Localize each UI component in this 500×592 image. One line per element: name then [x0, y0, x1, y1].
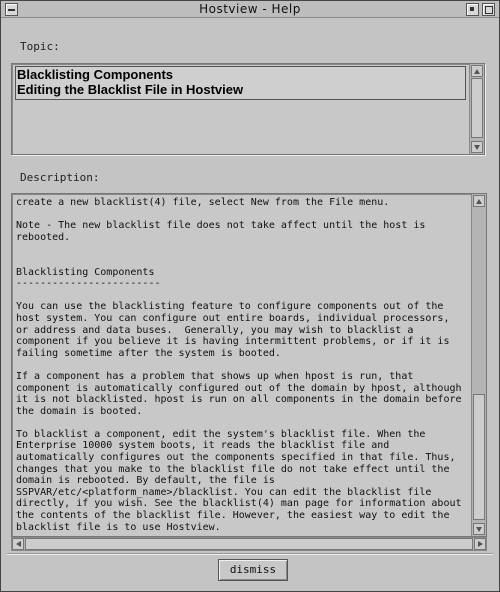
- description-text: create a new blacklist(4) file, select New from the File menu. Note - The new blacklist file does not take affect until the host is rebooted. Blacklisting Components ------------------------ You can use the blacklisting feature to configure components out of the host system. You can configure out entire boards, individual processors, or address and data buses. Generally, you may wish to blacklist a component if you believe it is having intermittent problems, or if it is failing sometime after the system is booted. If a component has a problem that shows up when hpost is run, that component is automatically configured out of the domain by hpost, although it is not blacklisted. hpost is run on all components in the domain before the domain is booted. To blacklist a component, edit the system's blacklist file. When the Enterprise 10000 system boots, it reads the blacklist file and automatically configures out the components specified in that file. Thus, changes that you make to the blacklist file do not take effect until the domain is rebooted. By default, the file is SSPVAR/etc/<platform_name>/blacklist. You can edit the blacklist file directly, if you wish. See the blacklist(4) man page for information about the contents of the blacklist file. However, the easiest way to edit the blacklist file is to use Hostview.: [16, 197, 462, 533]
- description-text-area[interactable]: [11, 193, 487, 537]
- description-vertical-scrollbar[interactable]: [471, 194, 486, 536]
- dismiss-button[interactable]: dismiss: [218, 559, 288, 581]
- window-title: Hostview - Help: [199, 2, 301, 16]
- horizontal-scroll-thumb[interactable]: [25, 538, 473, 550]
- button-separator: [7, 553, 493, 555]
- scroll-down-arrow-icon[interactable]: [471, 141, 483, 153]
- minimize-icon[interactable]: [466, 3, 479, 16]
- scroll-up-arrow-icon[interactable]: [473, 195, 485, 207]
- topic-item-editing-blacklist-file[interactable]: Editing the Blacklist File in Hostview: [17, 82, 244, 97]
- topic-list-box: [11, 63, 485, 155]
- topic-list: [15, 66, 466, 152]
- scroll-right-arrow-icon[interactable]: [474, 538, 486, 550]
- title-bar[interactable]: [1, 1, 499, 18]
- maximize-icon[interactable]: [482, 3, 495, 16]
- scroll-up-arrow-icon[interactable]: [471, 65, 483, 77]
- topic-item-blacklisting-components[interactable]: Blacklisting Components: [17, 67, 174, 82]
- scroll-down-arrow-icon[interactable]: [473, 523, 485, 535]
- scroll-left-arrow-icon[interactable]: [12, 538, 24, 550]
- scroll-thumb[interactable]: [471, 78, 483, 138]
- description-horizontal-scrollbar[interactable]: [11, 537, 487, 551]
- description-label: Description:: [20, 171, 100, 184]
- topic-label: Topic:: [20, 40, 60, 53]
- topic-vertical-scrollbar[interactable]: [469, 64, 484, 154]
- scroll-thumb[interactable]: [473, 394, 485, 520]
